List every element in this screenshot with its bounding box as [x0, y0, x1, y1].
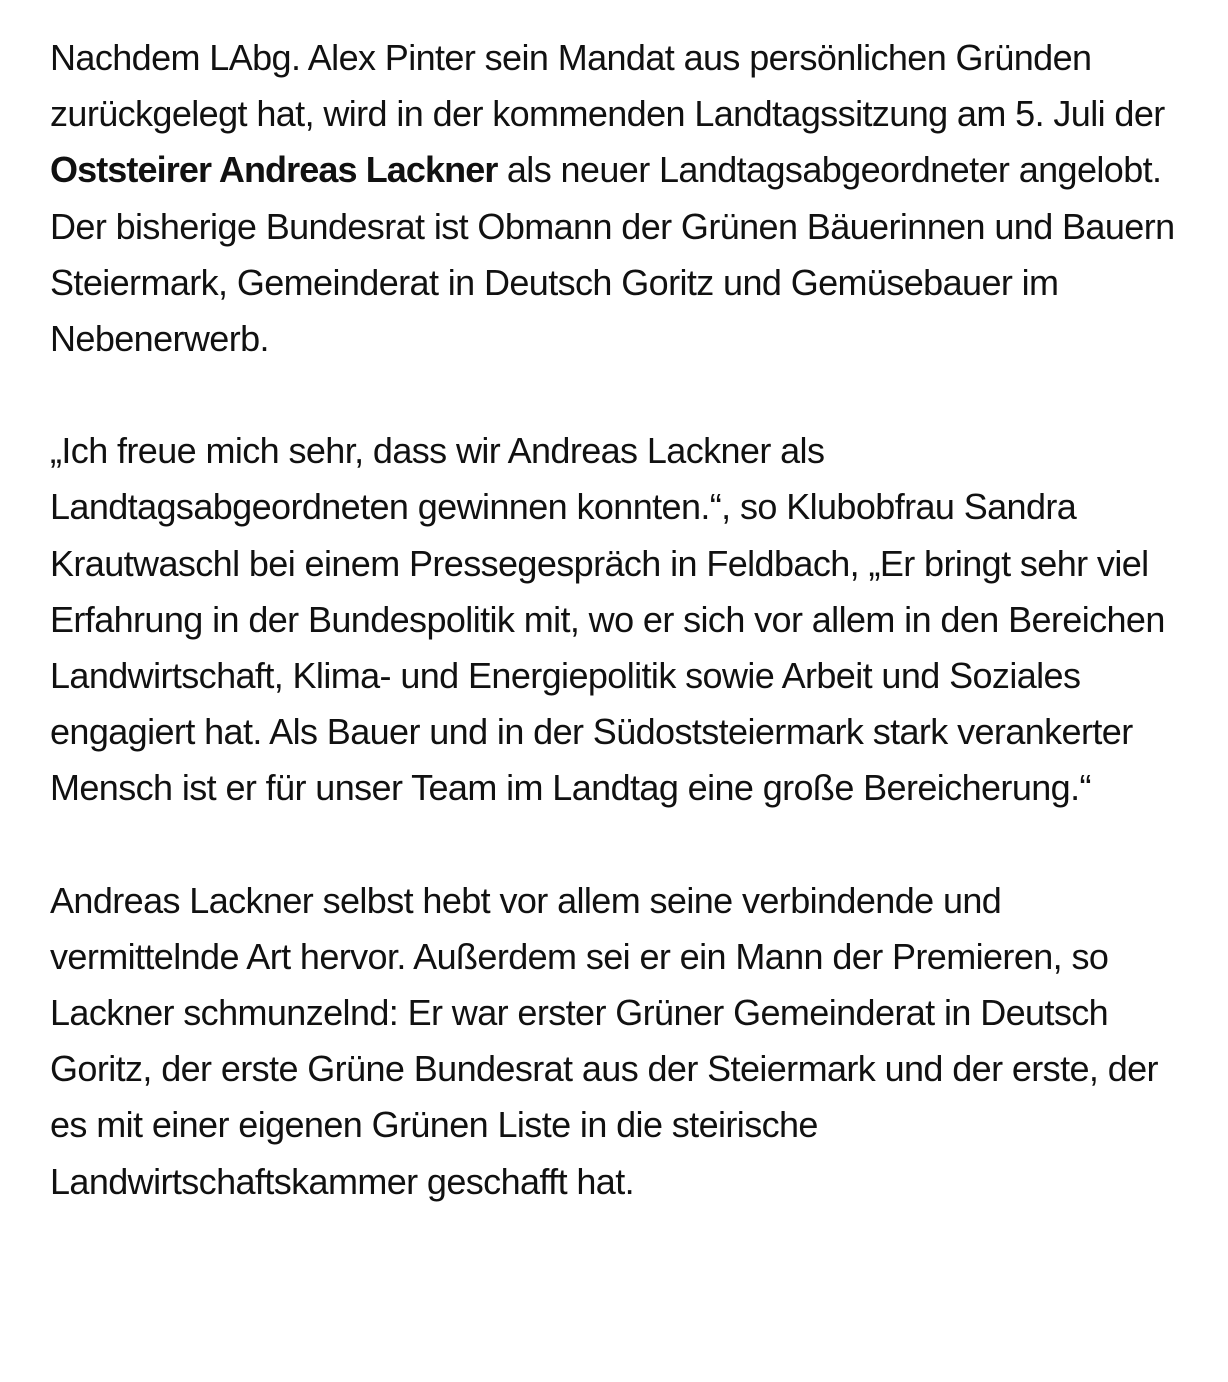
- paragraph-1-text-after: als neuer Landtagsabgeordneter angelobt. Der bisherige Bundesrat ist Obmann der Grünen Bäuerinnen und Bauern Steiermark, Gemeinderat in Deutsch Goritz und Gemüsebauer im Nebenerwerb.: [50, 149, 1175, 360]
- paragraph-1: [50, 30, 1190, 367]
- paragraph-2: „Ich freue mich sehr, dass wir Andreas Lackner als Landtagsabgeordneten gewinnen konnten.“, so Klubobfrau Sandra Krautwaschl bei einem Pressegespräch in Feldbach, „Er bringt sehr viel Erfahrung in der Bundespolitik mit, wo er sich vor allem in den Bereichen Landwirtschaft, Klima- und Energiepolitik sowie Arbeit und Soziales engagiert hat. Als Bauer und in der Südoststeiermark stark verankerter Mensch ist er für unser Team im Landtag eine große Bereicherung.“: [50, 430, 1165, 809]
- paragraph-1-text-before: Nachdem LAbg. Alex Pinter sein Mandat aus persönlichen Gründen zurückgelegt hat, wird in der kommenden Landtagssitzung am 5. Juli der: [50, 37, 1165, 135]
- paragraph-3: Andreas Lackner selbst hebt vor allem seine verbindende und vermittelnde Art hervor. Außerdem sei er ein Mann der Premieren, so Lackner schmunzelnd: Er war erster Grüner Gemeinderat in Deutsch Goritz, der erste Grüne Bundesrat aus der Steiermark und der erste, der es mit einer eigenen Grünen Liste in die steirische Landwirtschaftskammer geschafft hat.: [50, 879, 1158, 1202]
- article-body: [50, 30, 1190, 1210]
- highlighted-name: Oststeirer Andreas Lackner: [50, 149, 498, 191]
